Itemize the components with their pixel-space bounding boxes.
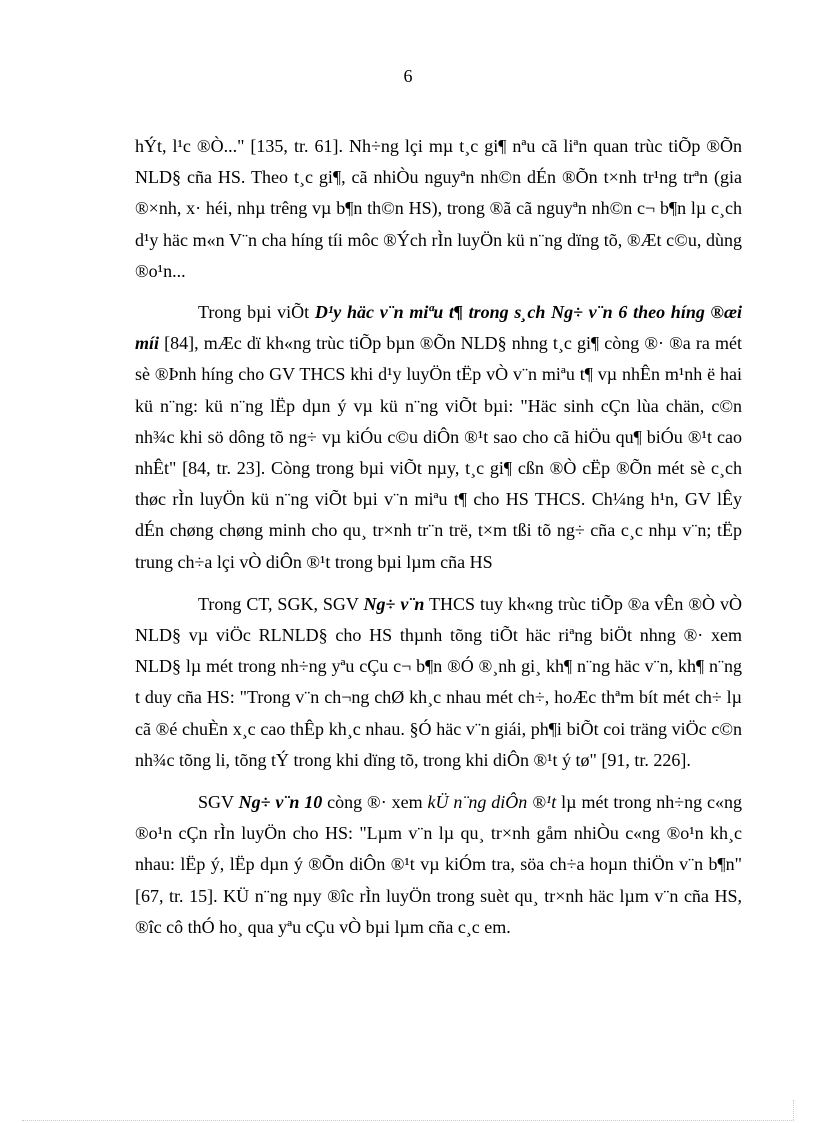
paragraph-1-text: hÝt, l¹c ®Ò..." [135, tr. 61]. Nh÷ng lçi mµ t¸c gi¶ nªu cã liªn quan trùc tiÕp ®Õn NLD§ cña HS. Theo t¸c gi¶, cã nhiÒu nguyªn nh©n dÉn ®Õn t×nh tr¹ng trªn (gia ®×nh, x· héi, nhµ trêng vµ b¶n th©n HS), trong ®ã cã nguyªn nh©n c¬ b¶n lµ c¸ch d¹y häc m«n V¨n cha híng tíi môc ®Ých rÌn luyÖn kü n¨ng dïng tõ, ®Æt c©u, dùng ®o¹n...	[135, 136, 742, 281]
article-title: D¹y häc v¨n miªu t¶ trong s¸ch Ng÷ v¨n 6 theo híng ®æi míi	[135, 302, 742, 354]
paragraph-3-text-b: THCS tuy kh«ng trùc tiÕp ®a vÊn ®Ò vÒ NLD§ vµ viÖc RLNLD§ cho HS thµnh tõng tiÕt häc riªng biÖt nhng ®· xem NLD§ lµ mét trong nh÷ng yªu cÇu c¬ b¶n ®Ó ®¸nh gi¸ kh¶ n¨ng häc v¨n, kh¶ n¨ng t duy cña HS: "Trong v¨n ch¬ng chØ kh¸c nhau mét ch÷, hoÆc thªm bít mét ch÷ lµ cã ®é chuÈn x¸c cao thÊp kh¸c nhau. §Ó häc v¨n giái, ph¶i biÕt coi träng viÖc c©n nh¾c tõng li, tõng tÝ trong khi dïng tõ, trong khi diÔn ®¹t ý tø" [91, tr. 226].	[135, 593, 743, 770]
paragraph-3	[135, 589, 742, 776]
paragraph-4-text-a: SGV	[198, 792, 239, 813]
paragraph-2-text-b: [84], mÆc dï kh«ng trùc tiÕp bµn ®Õn NLD§ nhng t¸c gi¶ còng ®· ®a ra mét sè ®Þnh híng cho GV THCS khi d¹y luyÖn tËp vÒ v¨n miªu t¶ vµ nhÊn m¹nh ë hai kü n¨ng: kü n¨ng lËp dµn ý vµ kü n¨ng viÕt bµi: "Häc sinh cÇn lùa chän, c©n nh¾c khi sö dông tõ ng÷ vµ kiÓu c©u diÔn ®¹t sao cho cã hiÖu qu¶ biÓu ®¹t cao nhÊt" [84, tr. 23]. Còng trong bµi viÕt nµy, t¸c gi¶ cßn ®Ò cËp ®Õn mét sè c¸ch thøc rÌn luyÖn kü n¨ng viÕt bµi v¨n miªu t¶ cho HS THCS. Ch¼ng h¹n, GV lÊy dÉn chøng chøng minh cho qu¸ tr×nh tr¨n trë, t×m tßi tõ ng÷ cña c¸c nhµ v¨n; tËp trung ch÷a lçi vÒ diÔn ®¹t trong bµi lµm cña HS	[135, 333, 742, 572]
paragraph-4-text-b: còng ®· xem	[322, 792, 428, 813]
paragraph-2-text-a: Trong bµi viÕt	[198, 302, 315, 323]
paragraph-3-text-a: Trong CT, SGK, SGV	[198, 593, 364, 614]
skill-term: kÜ n¨ng diÔn ®¹t	[427, 792, 557, 813]
paragraph-1	[135, 131, 742, 287]
book-title: Ng÷ v¨n	[363, 593, 425, 614]
document-body	[135, 131, 742, 943]
page-number: 6	[403, 66, 413, 86]
page-bottom-border	[22, 1120, 794, 1121]
paragraph-4-text-c: lµ mét trong nh÷ng c«ng ®o¹n cÇn rÌn luyÖn cho HS: "Lµm v¨n lµ qu¸ tr×nh gåm nhiÒu c«ng ®o¹n kh¸c nhau: lËp ý, lËp dµn ý ®Õn diÔn ®¹t vµ kiÓm tra, söa ch÷a hoµn thiÖn v¨n b¶n" [67, tr. 15]. KÜ n¨ng nµy ®îc rÌn luyÖn trong suèt qu¸ tr×nh häc lµm v¨n cña HS, ®îc cô thÓ ho¸ qua yªu cÇu vÒ bµi lµm cña c¸c em.	[135, 792, 743, 937]
page-corner-mark	[793, 1100, 794, 1120]
paragraph-4	[135, 787, 742, 943]
paragraph-2	[135, 297, 742, 578]
book-title-10: Ng÷ v¨n 10	[238, 792, 323, 813]
